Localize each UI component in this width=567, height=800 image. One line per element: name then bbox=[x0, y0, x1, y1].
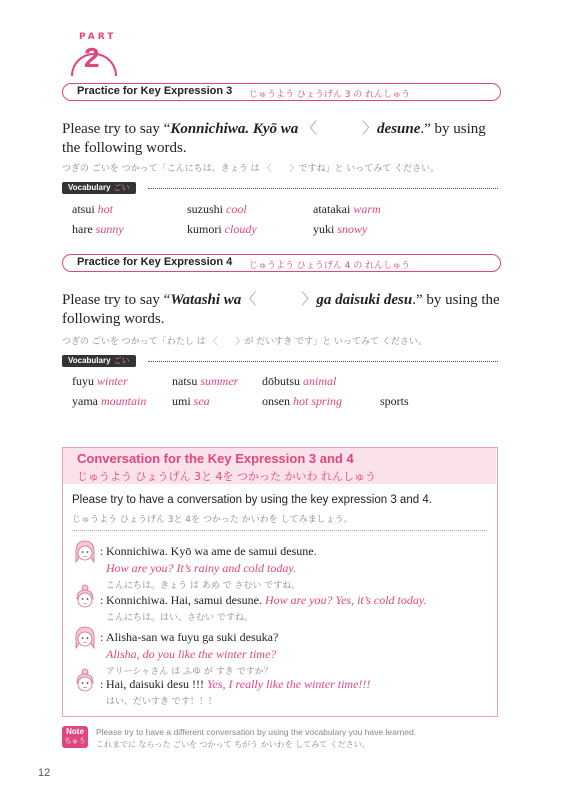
prompt-key2: ga daisuki desu bbox=[316, 292, 413, 308]
vocab-item: hare sunny bbox=[72, 222, 124, 236]
dialog-english: How are you? Yes, it’s cold today. bbox=[264, 593, 427, 607]
dialog-english: Alisha, do you like the winter time? bbox=[106, 647, 277, 661]
vocab-item: dōbutsu animal bbox=[262, 374, 337, 388]
prompt-key-expression-3: Please try to say “Konnichiwa. Kyō wa 〈 〉desune.” by using the following words. bbox=[62, 121, 486, 156]
prompt-text-end: .” by using the following words. bbox=[62, 292, 500, 327]
vocab-item: atsui hot bbox=[72, 202, 114, 216]
prompt-key2: desune bbox=[377, 121, 421, 137]
vocab-item: sports bbox=[380, 394, 409, 408]
dialog-kana: はい、だいすき です！！！ bbox=[106, 697, 217, 707]
note-text-jp: これまでに ならった ごいを つかって ちがう かいわを してみて ください。 bbox=[96, 740, 370, 749]
vocab-item: onsen hot spring bbox=[262, 394, 343, 408]
prompt-key: Konnichiwa. Kyō wa bbox=[170, 121, 299, 137]
speaker-colon: : bbox=[100, 630, 104, 644]
conversation-instruction-jp: じゅうよう ひょうげん 3と 4を つかった かいわを してみましょう。 bbox=[72, 515, 353, 525]
conversation-title: Conversation for the Key Expression 3 and 4 bbox=[77, 451, 354, 466]
note-badge bbox=[62, 726, 88, 748]
dialog-kana: アリーシャさん は ふゆ が すき ですか？ bbox=[106, 667, 273, 677]
avatar-girl-3 bbox=[73, 624, 97, 652]
section-title: Practice for Key Expression 3 bbox=[77, 85, 233, 97]
part-label: PART bbox=[79, 32, 117, 42]
dialog-romaji: Alisha-san wa fuyu ga suki desuka? bbox=[106, 630, 279, 644]
vocab-item: yama mountain bbox=[72, 394, 147, 408]
vocab-item: fuyu winter bbox=[72, 374, 128, 388]
dialog-romaji: Hai, daisuki desu !!! bbox=[106, 677, 204, 691]
prompt-key-expression-4: Please try to say “Watashi wa〈 〉ga daisuki desu.” by using the following words. bbox=[62, 292, 500, 327]
page-number: 12 bbox=[38, 767, 51, 779]
vocab-divider bbox=[148, 188, 498, 189]
vocab-item: yuki snowy bbox=[313, 222, 368, 236]
dialog-romaji: Konnichiwa. Hai, samui desune. bbox=[106, 593, 262, 607]
conversation-title-jp: じゅうよう ひょうげん 3と 4を つかった かいわ れんしゅう bbox=[77, 470, 376, 483]
dialog-line bbox=[106, 677, 370, 707]
vocab-item: suzushi cool bbox=[187, 202, 247, 216]
vocab-item: kumori cloudy bbox=[187, 222, 257, 236]
note-label: Note bbox=[66, 727, 84, 736]
part-number: 2 bbox=[84, 42, 100, 73]
vocab-item: atatakai warm bbox=[313, 202, 381, 216]
dialog-kana: こんにちは。きょう は あめ で さむい ですね。 bbox=[106, 581, 301, 591]
dialog-english: How are you? It’s rainy and cold today. bbox=[106, 561, 296, 575]
vocabulary-tag: Vocabulary ごい bbox=[62, 182, 136, 194]
section-title-jp: じゅうよう ひょうげん 3 の れんしゅう bbox=[249, 90, 411, 100]
part-badge bbox=[64, 30, 124, 80]
instruction-divider bbox=[72, 530, 487, 531]
note-text: Please try to have a different conversation by using the vocabulary you have learned. bbox=[96, 727, 417, 737]
note-label-jp: ちゅう bbox=[64, 738, 86, 745]
conversation-instruction: Please try to have a conversation by using the key expression 3 and 4. bbox=[72, 494, 432, 506]
vocab-divider bbox=[148, 361, 498, 362]
vocab-item: umi sea bbox=[172, 394, 210, 408]
speaker-colon: : bbox=[100, 677, 104, 691]
section-title: Practice for Key Expression 4 bbox=[77, 256, 233, 268]
dialog-english: Yes, I really like the winter time!!! bbox=[206, 677, 371, 691]
conversation-header bbox=[63, 448, 496, 484]
prompt-text: Please try to say “ bbox=[62, 121, 171, 137]
dialog-line bbox=[106, 593, 427, 623]
speaker-colon: : bbox=[100, 593, 104, 607]
vocab-item: natsu summer bbox=[172, 374, 239, 388]
vocabulary-tag: Vocabulary ごい bbox=[62, 355, 136, 367]
prompt-jp: つぎの ごいを つかって「こんにちは。きょう は 〈 〉ですね」と いってみて ください。 bbox=[62, 164, 440, 174]
section-header-key-expression-3 bbox=[62, 83, 501, 101]
prompt-jp: つぎの ごいを つかって「わたし は 〈 〉が だいすき です」と いってみて ください。 bbox=[62, 337, 427, 347]
speaker-colon: : bbox=[100, 544, 104, 558]
dialog-line bbox=[106, 544, 317, 591]
dialog-kana: こんにちは。はい、さむい ですね。 bbox=[106, 613, 253, 623]
avatar-girl-2 bbox=[73, 584, 97, 612]
avatar-girl-1 bbox=[73, 538, 97, 566]
section-header-key-expression-4 bbox=[62, 254, 501, 272]
dialog-line bbox=[106, 630, 278, 677]
section-title-jp: じゅうよう ひょうげん 4 の れんしゅう bbox=[249, 261, 411, 271]
dialog-romaji: Konnichiwa. Kyō wa ame de samui desune. bbox=[106, 544, 317, 558]
avatar-girl-4 bbox=[73, 668, 97, 696]
prompt-text: Please try to say “ bbox=[62, 292, 171, 308]
prompt-text-end: .” by using the following words. bbox=[62, 121, 486, 156]
prompt-key: Watashi wa bbox=[170, 292, 242, 308]
